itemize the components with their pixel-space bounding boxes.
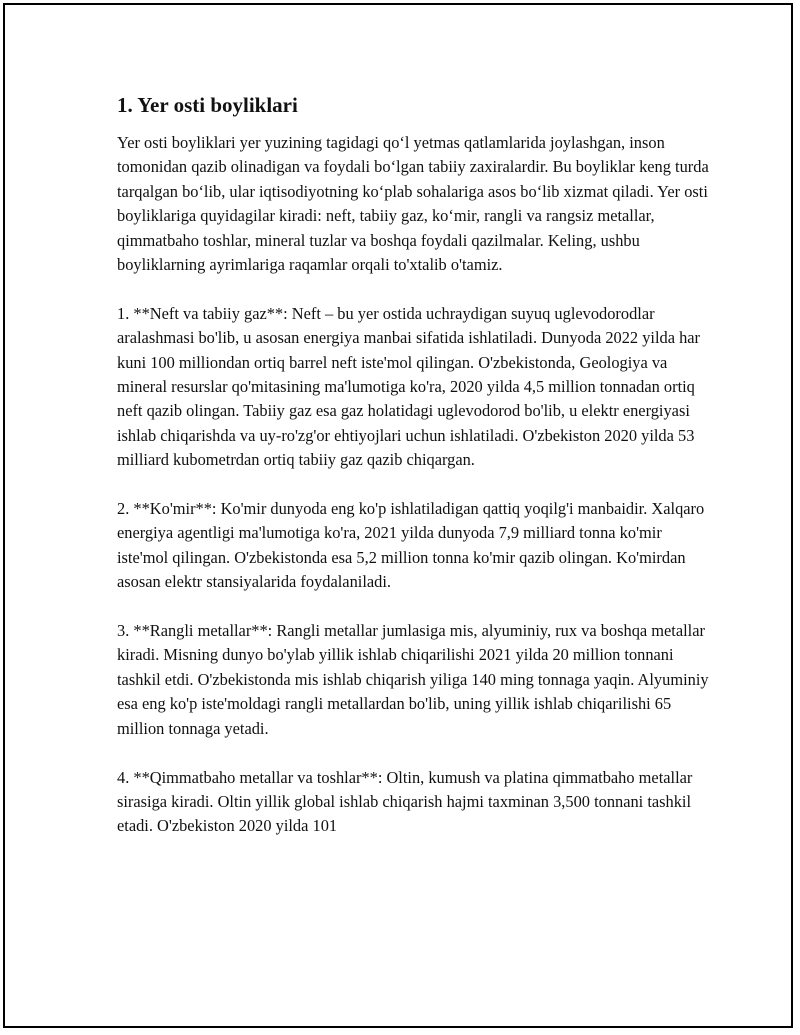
precious-metals-paragraph: 4. **Qimmatbaho metallar va toshlar**: Oltin, kumush va platina qimmatbaho metallar sirasiga kiradi. Oltin yillik global ishlab chiqarish hajmi taxminan 3,500 tonnani tashkil etadi. O'zbekiston 2020 yilda 101 [117,767,693,836]
coal-paragraph: 2. **Ko'mir**: Ko'mir dunyoda eng ko'p ishlatiladigan qattiq yoqilg'i manbaidir. Xalqaro energiya agentligi ma'lumotiga ko'ra, 2021 yilda dunyoda 7,9 milliard tonna ko'mir iste'mol qilingan. O'zbekistonda esa 5,2 million tonna ko'mir qazib olingan. Ko'mirdan asosan elektr stansiyalarida foydalaniladi. [117,499,705,592]
nonferrous-metals-paragraph: 3. **Rangli metallar**: Rangli metallar jumlasiga mis, alyuminiy, rux va boshqa metallar kiradi. Misning dunyo bo'ylab yillik ishlab chiqarilishi 2021 yilda 20 million tonnani tashkil etdi. O'zbekistonda mis ishlab chiqarish yiliga 140 ming tonnaga yaqin. Alyuminiy esa eng ko'p iste'moldagi rangli metallardan bo'lib, uning yillik ishlab chiqarilishi 65 million tonnaga yetadi. [117,621,709,738]
oil-gas-paragraph: 1. **Neft va tabiiy gaz**: Neft – bu yer ostida uchraydigan suyuq uglevodorodlar aralashmasi bo'lib, u asosan energiya manbai sifatida ishlatiladi. Dunyoda 2022 yilda har kuni 100 milliondan ortiq barrel neft iste'mol qilingan. O'zbekistonda, Geologiya va mineral resurslar qo'mitasining ma'lumotiga ko'ra, 2020 yilda 4,5 million tonnadan ortiq neft qazib olingan. Tabiiy gaz esa gaz holatidagi uglevodorod bo'lib, u elektr energiyasi ishlab chiqarishda va uy-ro'zg'or ehtiyojlari uchun ishlatiladi. O'zbekiston 2020 yilda 53 milliard kubometrdan ortiq tabiiy gaz qazib chiqargan. [117,303,701,470]
document-body [117,92,717,863]
intro-paragraph: Yer osti boyliklari yer yuzining tagidagi qo‘l yetmas qatlamlarida joylashgan, inson tomonidan qazib olinadigan va foydali bo‘lgan tabiiy zaxiralardir. Bu boyliklar keng turda tarqalgan bo‘lib, ular iqtisodiyotning ko‘plab sohalariga asos bo‘lib xizmat qiladi. Yer osti boyliklariga quyidagilar kiradi: neft, tabiiy gaz, ko‘mir, rangli va rangsiz metallar, qimmatbaho toshlar, mineral tuzlar va boshqa foydali qazilmalar. Keling, ushbu boyliklarning ayrimlariga raqamlar orqali to'xtalib o'tamiz. [117,133,709,275]
section-heading: 1. Yer osti boyliklari [117,93,298,117]
